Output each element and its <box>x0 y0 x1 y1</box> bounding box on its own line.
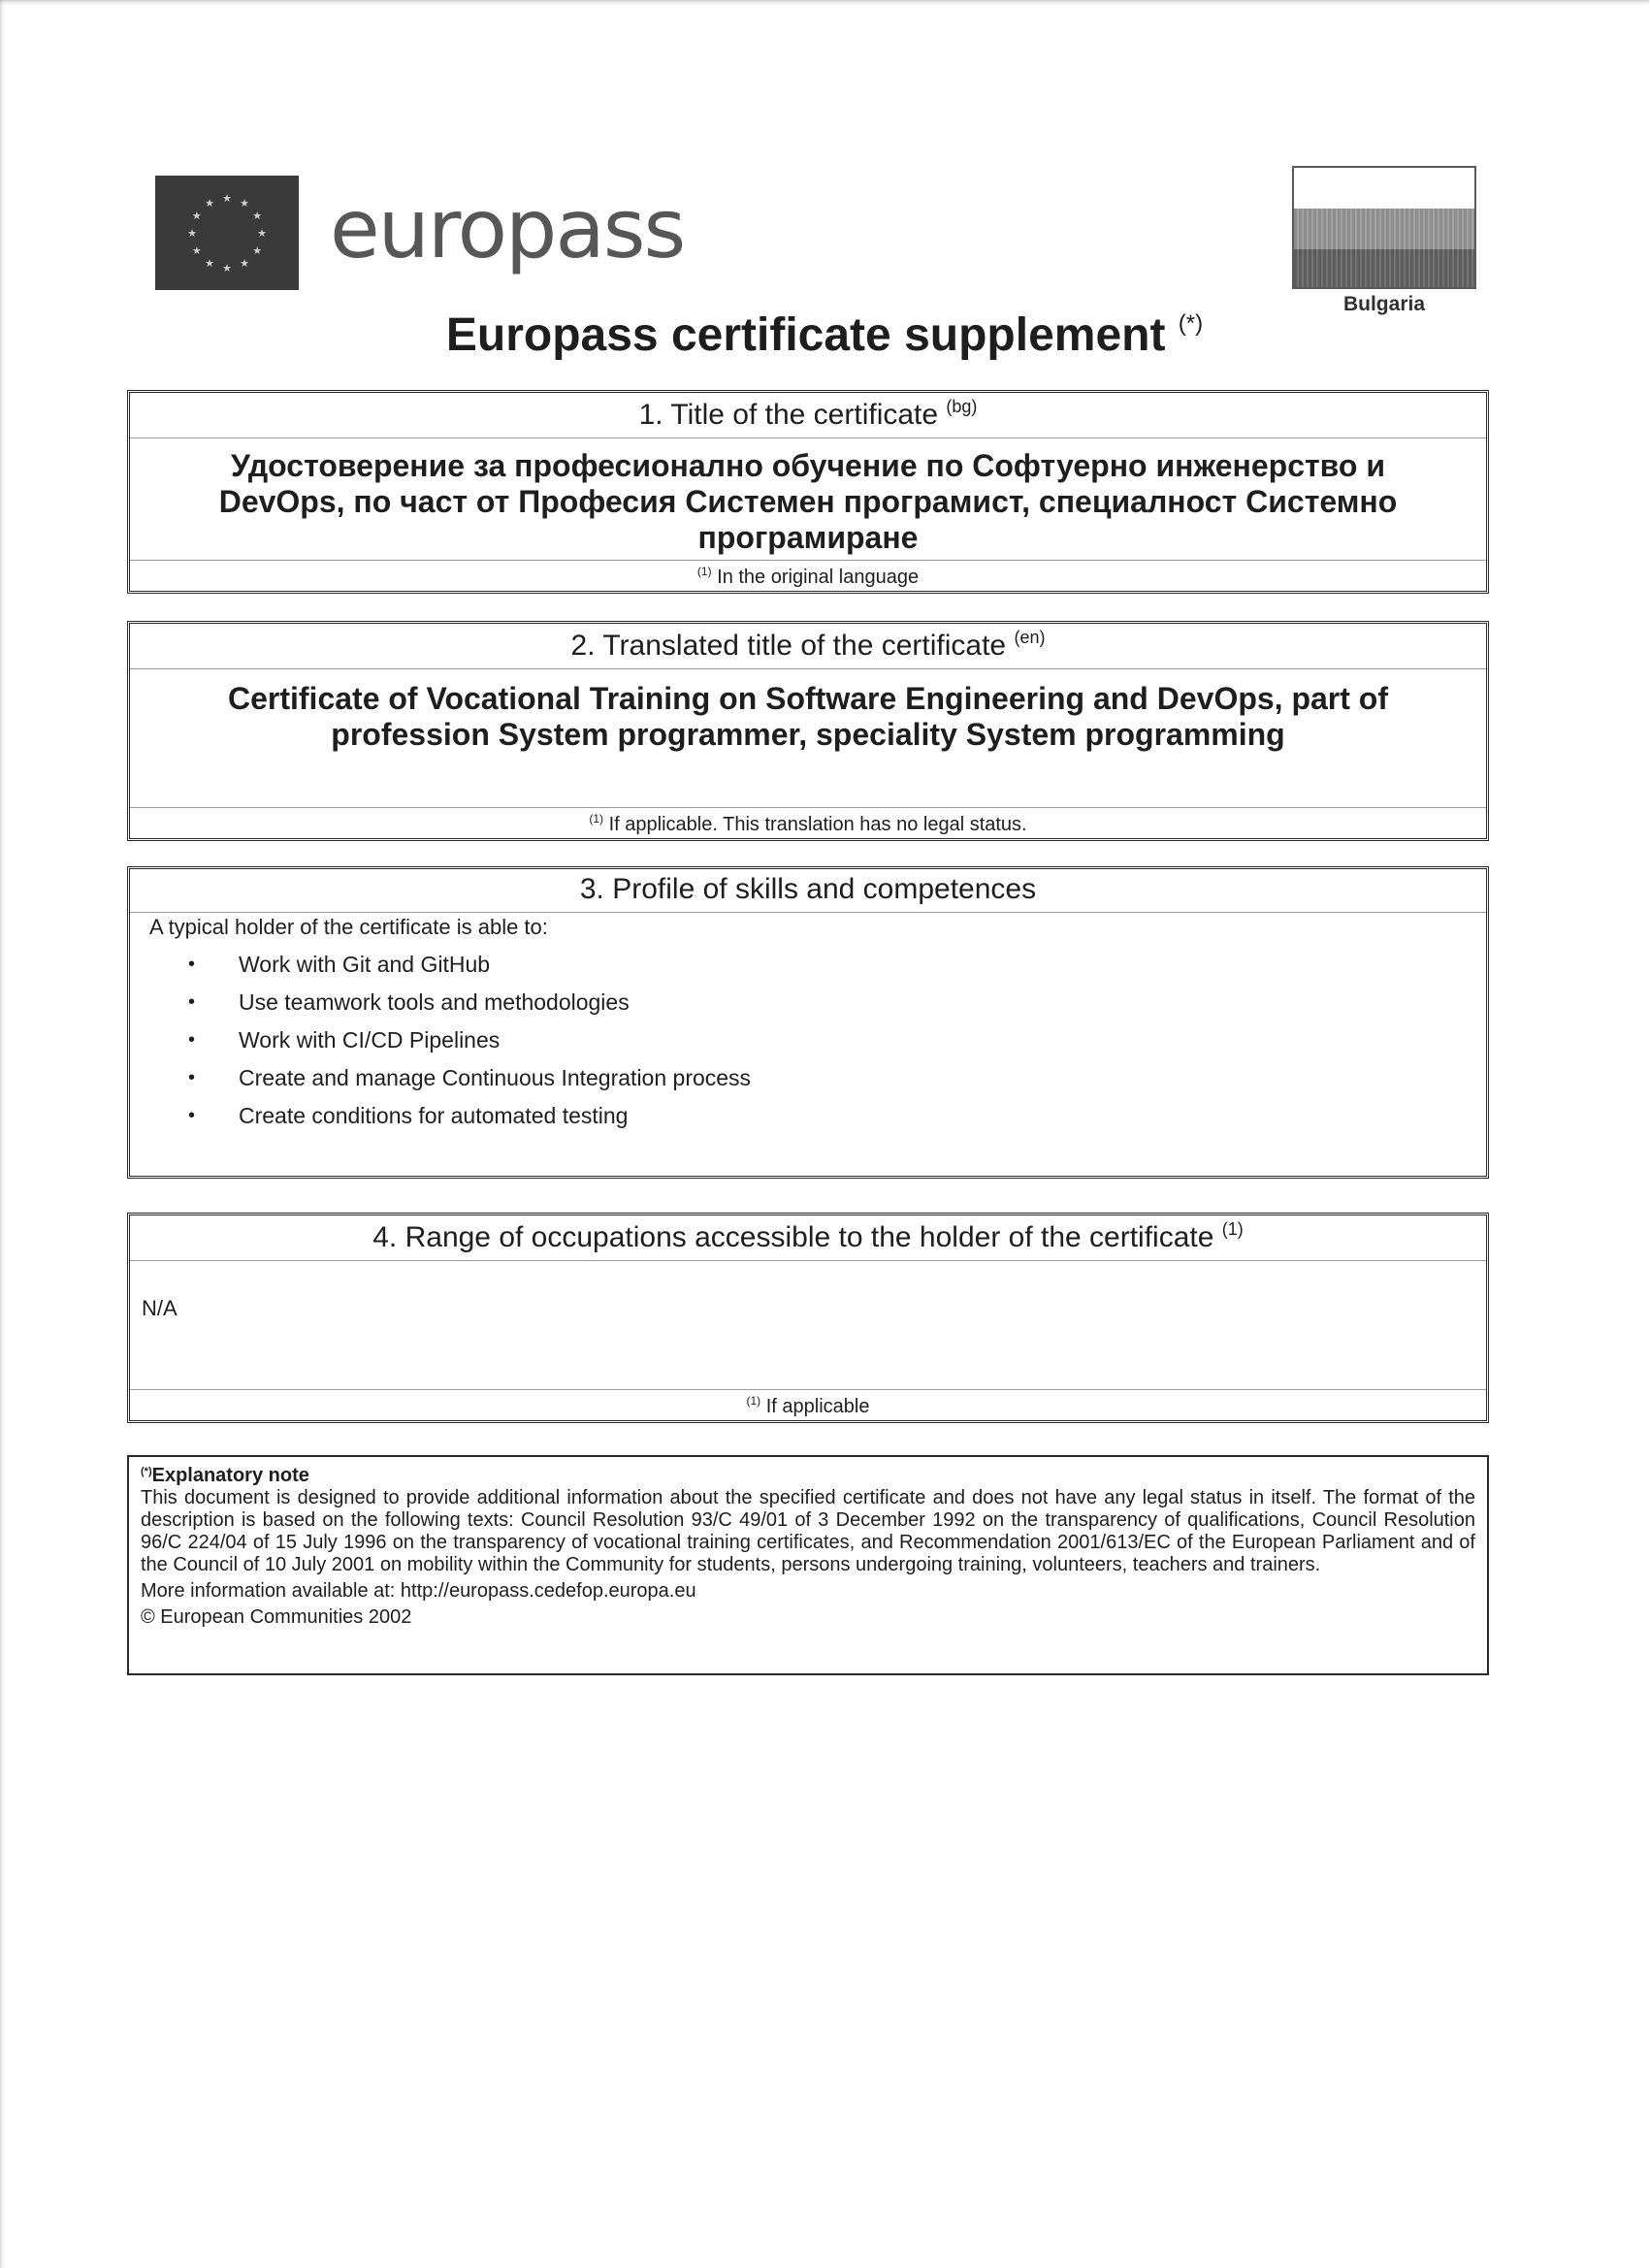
section-occupations <box>127 1213 1489 1423</box>
skills-list <box>130 946 1486 1135</box>
list-item: • Work with CI/CD Pipelines <box>188 1027 501 1053</box>
eu-flag-icon <box>155 176 299 290</box>
copyright-text: © European Communities 2002 <box>141 1606 412 1628</box>
section1-heading: 1. Title of the certificate $^{(bg)}$ <box>130 393 1486 438</box>
original-title-text: Удостоверение за професионално обучение по Софтуерно инженерство и DevOps, по част от Професия Системен програмист, специалност Системно програмиране <box>218 448 1398 555</box>
section3-heading: 3. Profile of skills and competences <box>130 869 1486 913</box>
star-icon: ★ <box>205 257 214 271</box>
section2-footnote: $^{(1)}$ If applicable. This translation has no legal status. <box>130 807 1486 838</box>
occupations-text: N/A <box>142 1296 178 1320</box>
section-translated-title <box>127 621 1489 841</box>
note-title: (*)Explanatory note <box>141 1465 309 1486</box>
star-icon: ★ <box>240 257 249 271</box>
star-icon: ★ <box>240 196 249 210</box>
star-icon: ★ <box>257 227 267 240</box>
title-footnote-mark: (*) <box>1178 310 1204 337</box>
star-icon: ★ <box>222 262 232 275</box>
bulgaria-flag-icon <box>1292 166 1476 289</box>
star-icon: ★ <box>191 210 202 222</box>
star-icon: ★ <box>252 210 263 222</box>
star-icon: ★ <box>191 244 202 257</box>
section1-footnote: $^{(1)}$ In the original language <box>130 560 1486 591</box>
star-icon: ★ <box>187 227 197 240</box>
more-info-text: More information available at: http://europass.cedefop.europa.eu <box>141 1580 696 1602</box>
star-icon: ★ <box>252 244 263 257</box>
section-skills-profile <box>127 866 1489 1179</box>
country-label: Bulgaria <box>1342 293 1426 315</box>
list-item: • Create conditions for automated testing <box>188 1103 629 1128</box>
star-icon: ★ <box>205 196 214 210</box>
explanatory-note <box>127 1455 1489 1675</box>
page-title: Europass certificate supplement (*) <box>445 309 1204 361</box>
star-icon: ★ <box>222 192 232 205</box>
section4-footnote: $^{(1)}$ If applicable <box>130 1389 1486 1420</box>
section-title-original <box>127 390 1489 594</box>
list-item: • Create and manage Continuous Integration process <box>188 1065 752 1090</box>
list-item: • Use teamwork tools and methodologies <box>188 989 630 1015</box>
section4-heading: 4. Range of occupations accessible to the holder of the certificate $^{(1)}$ <box>130 1215 1486 1261</box>
skills-intro: A typical holder of the certificate is able to: <box>149 915 548 939</box>
note-body: This document is designed to provide additional information about the specified certificate and does not have any legal status in itself. The format of the description is based on the following texts: Council Resolution 93/C 49/01 of 3 December 1992 on the transparency of qualifications, Council Resolution 96/C 224/04 of 15 July 1996 on the transparency of vocational training certificates, and Recommendation 2001/613/EC of the European Parliament and of the Council of 10 July 2001 on mobility within the Community for students, persons undergoing training, volunteers, teachers and trainers. <box>141 1487 1475 1575</box>
europass-logo-text: europass <box>330 181 685 276</box>
translated-title-text: Certificate of Vocational Training on Software Engineering and DevOps, part of profession System programmer, speciality System programming <box>227 681 1388 752</box>
list-item: • Work with Git and GitHub <box>188 952 491 977</box>
section2-heading: 2. Translated title of the certificate $^{(en)}$ <box>130 624 1486 669</box>
